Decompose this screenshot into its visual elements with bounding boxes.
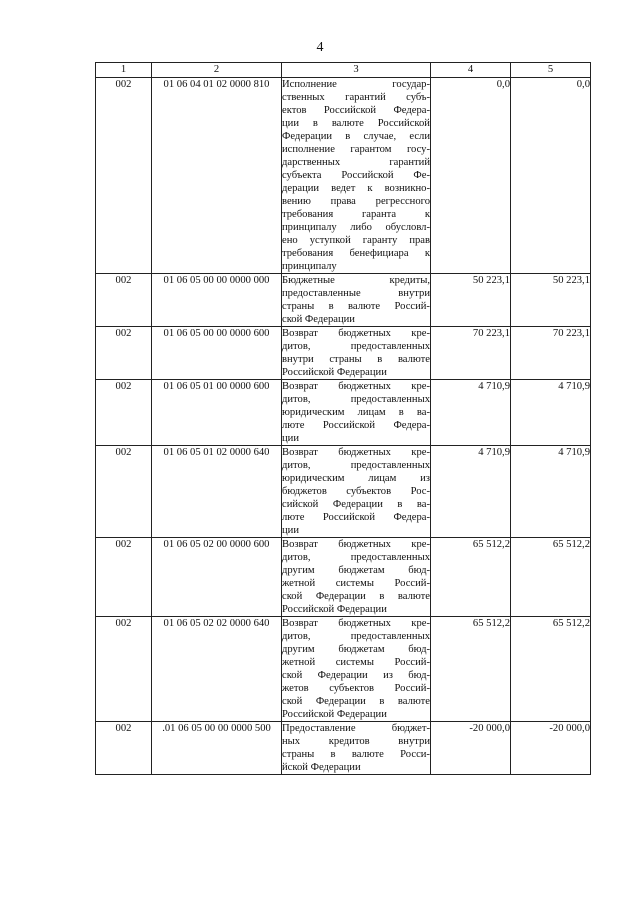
description-cell <box>282 380 431 446</box>
description-line: Возврат бюджетных кре- <box>282 539 430 550</box>
amount-col-5-cell: 65 512,2 <box>511 538 591 617</box>
description-cell <box>282 617 431 722</box>
description-line: Возврат бюджетных кре- <box>282 328 430 339</box>
description-line: страны в валюте Росси- <box>282 749 430 760</box>
description-cell <box>282 538 431 617</box>
budget-code-cell: .01 06 05 00 00 0000 500 <box>152 722 282 775</box>
description-line: ции в валюте Российской <box>282 118 430 129</box>
description-line: вению права регрессного <box>282 196 430 207</box>
header-col-2: 2 <box>152 63 282 78</box>
description-line: Бюджетные кредиты, <box>282 275 430 286</box>
admin-code-cell: 002 <box>96 617 152 722</box>
amount-col-4-cell: 50 223,1 <box>431 274 511 327</box>
admin-code-cell: 002 <box>96 538 152 617</box>
budget-code-cell: 01 06 05 02 00 0000 600 <box>152 538 282 617</box>
table-row <box>96 380 591 446</box>
amount-col-4-cell: 65 512,2 <box>431 617 511 722</box>
description-line: дитов, предоставленных <box>282 631 430 642</box>
description-line: Возврат бюджетных кре- <box>282 381 430 392</box>
description-line: Возврат бюджетных кре- <box>282 618 430 629</box>
amount-col-5-cell: 65 512,2 <box>511 617 591 722</box>
table-row <box>96 78 591 274</box>
description-line: ено уступкой гаранту прав <box>282 235 430 246</box>
description-line: дитов, предоставленных <box>282 460 430 471</box>
description-line: предоставленные внутри <box>282 288 430 299</box>
amount-col-5-cell: 70 223,1 <box>511 327 591 380</box>
description-line: дитов, предоставленных <box>282 552 430 563</box>
description-line: жетной системы Россий- <box>282 578 430 589</box>
admin-code-cell: 002 <box>96 446 152 538</box>
description-cell <box>282 446 431 538</box>
budget-code-cell: 01 06 05 01 02 0000 640 <box>152 446 282 538</box>
description-line: Предоставление бюджет- <box>282 723 430 734</box>
description-line: Российской Федерации <box>282 709 387 720</box>
description-line: Исполнение государ- <box>282 79 430 90</box>
budget-code-cell: 01 06 05 00 00 0000 600 <box>152 327 282 380</box>
description-line: другим бюджетам бюд- <box>282 644 430 655</box>
description-cell <box>282 722 431 775</box>
description-line: Российской Федерации <box>282 367 387 378</box>
description-cell <box>282 327 431 380</box>
description-line: йской Федерации <box>282 762 361 773</box>
description-line: ской Федерации в валюте <box>282 591 430 602</box>
amount-col-5-cell: -20 000,0 <box>511 722 591 775</box>
description-line: юридическим лицам из <box>282 473 430 484</box>
table-header-row <box>96 63 591 78</box>
description-line: люте Российской Федера- <box>282 420 430 431</box>
admin-code-cell: 002 <box>96 274 152 327</box>
description-line: дитов, предоставленных <box>282 394 430 405</box>
description-cell <box>282 78 431 274</box>
description-line: ской Федерации <box>282 314 355 325</box>
description-line: требования гаранта к <box>282 209 430 220</box>
admin-code-cell: 002 <box>96 722 152 775</box>
amount-col-4-cell: -20 000,0 <box>431 722 511 775</box>
amount-col-5-cell: 4 710,9 <box>511 380 591 446</box>
admin-code-cell: 002 <box>96 78 152 274</box>
description-line: субъекта Российской Фе- <box>282 170 430 181</box>
description-line: ской Федерации из бюд- <box>282 670 430 681</box>
header-col-3: 3 <box>282 63 431 78</box>
amount-col-5-cell: 50 223,1 <box>511 274 591 327</box>
description-line: дерации ведет к возникно- <box>282 183 430 194</box>
page-number: 4 <box>316 40 324 55</box>
description-line: Возврат бюджетных кре- <box>282 447 430 458</box>
table-row <box>96 722 591 775</box>
description-line: ственных гарантий субъ- <box>282 92 430 103</box>
description-line: ской Федерации в валюте <box>282 696 430 707</box>
description-line: дарственных гарантий <box>282 157 430 168</box>
description-line: люте Российской Федера- <box>282 512 430 523</box>
budget-table <box>95 62 591 775</box>
description-line: дитов, предоставленных <box>282 341 430 352</box>
amount-col-5-cell: 0,0 <box>511 78 591 274</box>
description-line: сийской Федерации в ва- <box>282 499 430 510</box>
description-line: требования бенефициара к <box>282 248 430 259</box>
table-row <box>96 538 591 617</box>
header-col-1: 1 <box>96 63 152 78</box>
description-line: принципалу либо обусловл- <box>282 222 430 233</box>
budget-code-cell: 01 06 05 00 00 0000 000 <box>152 274 282 327</box>
amount-col-4-cell: 65 512,2 <box>431 538 511 617</box>
budget-code-cell: 01 06 05 01 00 0000 600 <box>152 380 282 446</box>
admin-code-cell: 002 <box>96 327 152 380</box>
table-row <box>96 617 591 722</box>
header-col-4: 4 <box>431 63 511 78</box>
header-col-5: 5 <box>511 63 591 78</box>
admin-code-cell: 002 <box>96 380 152 446</box>
amount-col-5-cell: 4 710,9 <box>511 446 591 538</box>
description-line: юридическим лицам в ва- <box>282 407 430 418</box>
amount-col-4-cell: 70 223,1 <box>431 327 511 380</box>
description-line: принципалу <box>282 261 337 272</box>
description-line: ции <box>282 433 300 444</box>
amount-col-4-cell: 4 710,9 <box>431 446 511 538</box>
table-row <box>96 274 591 327</box>
description-line: ции <box>282 525 300 536</box>
description-line: Федерации в случае, если <box>282 131 430 142</box>
description-line: страны в валюте Россий- <box>282 301 430 312</box>
amount-col-4-cell: 4 710,9 <box>431 380 511 446</box>
amount-col-4-cell: 0,0 <box>431 78 511 274</box>
description-line: внутри страны в валюте <box>282 354 430 365</box>
table-body <box>96 78 591 775</box>
description-line: бюджетов субъектов Рос- <box>282 486 430 497</box>
table-row <box>96 446 591 538</box>
description-line: жетов субъектов Россий- <box>282 683 430 694</box>
description-line: ектов Российской Федера- <box>282 105 430 116</box>
table-row <box>96 327 591 380</box>
description-line: ных кредитов внутри <box>282 736 430 747</box>
description-line: другим бюджетам бюд- <box>282 565 430 576</box>
budget-code-cell: 01 06 05 02 02 0000 640 <box>152 617 282 722</box>
description-line: жетной системы Россий- <box>282 657 430 668</box>
budget-code-cell: 01 06 04 01 02 0000 810 <box>152 78 282 274</box>
description-cell <box>282 274 431 327</box>
description-line: Российской Федерации <box>282 604 387 615</box>
description-line: исполнение гарантом госу- <box>282 144 430 155</box>
